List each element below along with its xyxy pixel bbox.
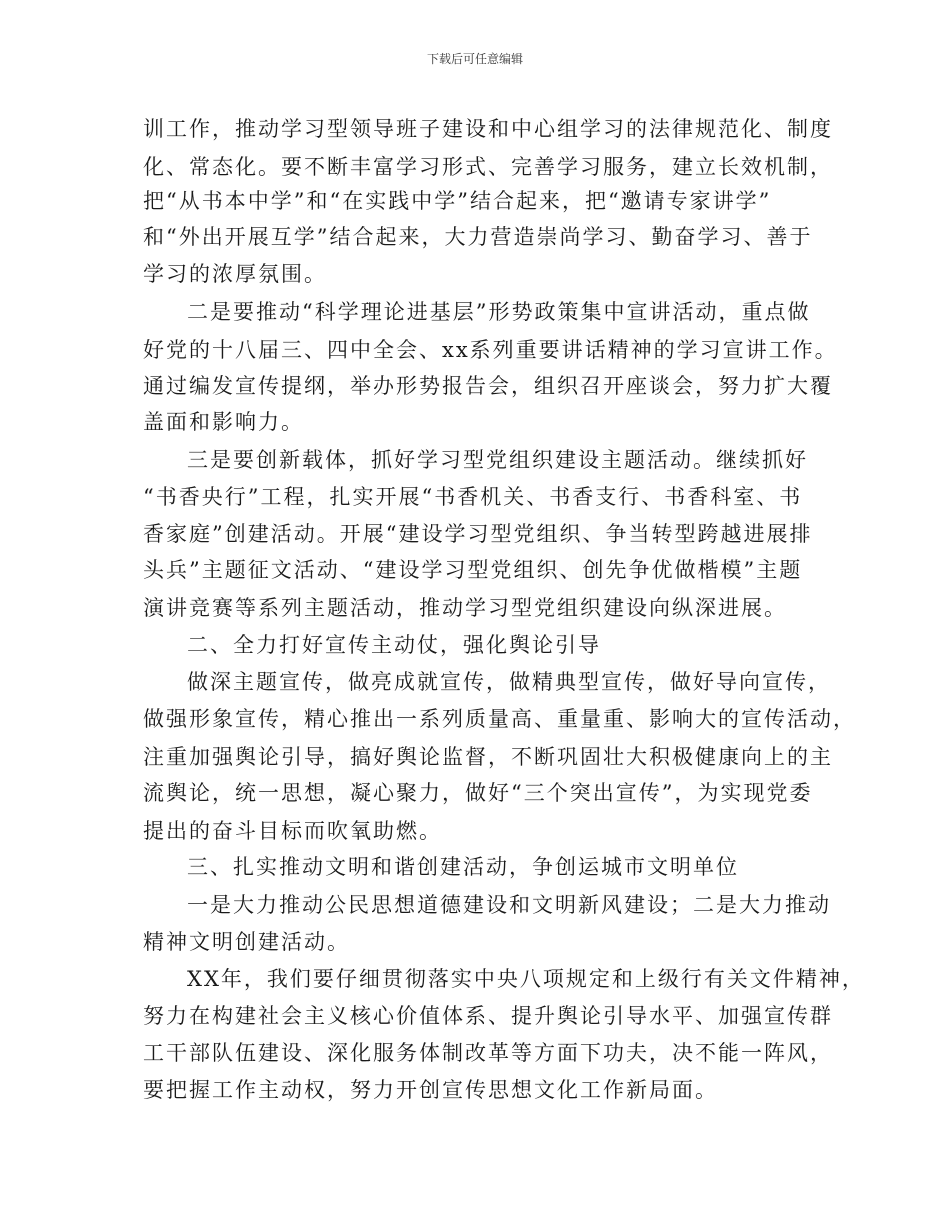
text-line: “书香央行”工程，扎实开展“书香机关、书香支行、书香科室、书: [143, 485, 803, 509]
text-line: 把“从书本中学”和“在实践中学”结合起来，把“邀请专家讲学”: [143, 189, 772, 213]
text-line: 学习的浓厚氛围。: [143, 262, 327, 286]
text-line: 好党的十八届三、四中全会、xx系列重要讲话精神的学习宣讲工作。: [143, 338, 838, 362]
text-line: 和“外出开展互学”结合起来，大力营造崇尚学习、勤奋学习、善于: [143, 225, 813, 249]
text-line: 注重加强舆论引导，搞好舆论监督，不断巩固壮大积极健康向上的主: [143, 745, 833, 769]
text-line: 做强形象宣传，精心推出一系列质量高、重量重、影响大的宣传活动，: [143, 707, 856, 731]
text-line: 要把握工作主动权，努力开创宣传思想文化工作新局面。: [143, 1078, 718, 1102]
section-heading: 二、全力打好宣传主动仗，强化舆论引导: [187, 633, 601, 657]
text-line: 努力在构建社会主义核心价值体系、提升舆论引导水平、加强宣传群: [143, 1004, 833, 1028]
text-line: 做深主题宣传，做亮成就宣传，做精典型宣传，做好导向宣传，: [187, 670, 831, 694]
text-line: 精神文明创建活动。: [143, 930, 350, 954]
text-line: 二是要推动“科学理论进基层”形势政策集中宣讲活动，重点做: [187, 300, 811, 324]
text-line: 训工作，推动学习型领导班子建设和中心组学习的法律规范化、制度: [143, 117, 833, 141]
page-header: 下载后可任意编辑: [426, 52, 523, 66]
text-line: 头兵”主题征文活动、“建设学习型党组织、创先争优做楷模”主题: [143, 558, 803, 582]
text-line: 提出的奋斗目标而吹氧助燃。: [143, 819, 442, 843]
text-line: 盖面和影响力。: [143, 410, 304, 434]
text-line: 化、常态化。要不断丰富学习形式、完善学习服务，建立长效机制，: [143, 155, 833, 179]
text-line: XX年，我们要仔细贯彻落实中央八项规定和上级行有关文件精神，: [187, 967, 865, 991]
text-line: 工干部队伍建设、深化服务体制改革等方面下功夫，决不能一阵风，: [143, 1041, 833, 1065]
text-line: 流舆论，统一思想，凝心聚力，做好“三个突出宣传”，为实现党委: [143, 781, 813, 805]
text-line: 演讲竞赛等系列主题活动，推动学习型党组织建设向纵深进展。: [143, 596, 787, 620]
text-line: 三是要创新载体，抓好学习型党组织建设主题活动。继续抓好: [187, 448, 808, 472]
section-heading: 三、扎实推动文明和谐创建活动，争创运城市文明单位: [187, 855, 739, 879]
text-line: 一是大力推动公民思想道德建设和文明新风建设；二是大力推动: [187, 893, 831, 917]
text-line: 通过编发宣传提纲，举办形势报告会，组织召开座谈会，努力扩大覆: [143, 374, 833, 398]
text-line: 香家庭”创建活动。开展“建设学习型党组织、争当转型跨越进展排: [143, 522, 813, 546]
